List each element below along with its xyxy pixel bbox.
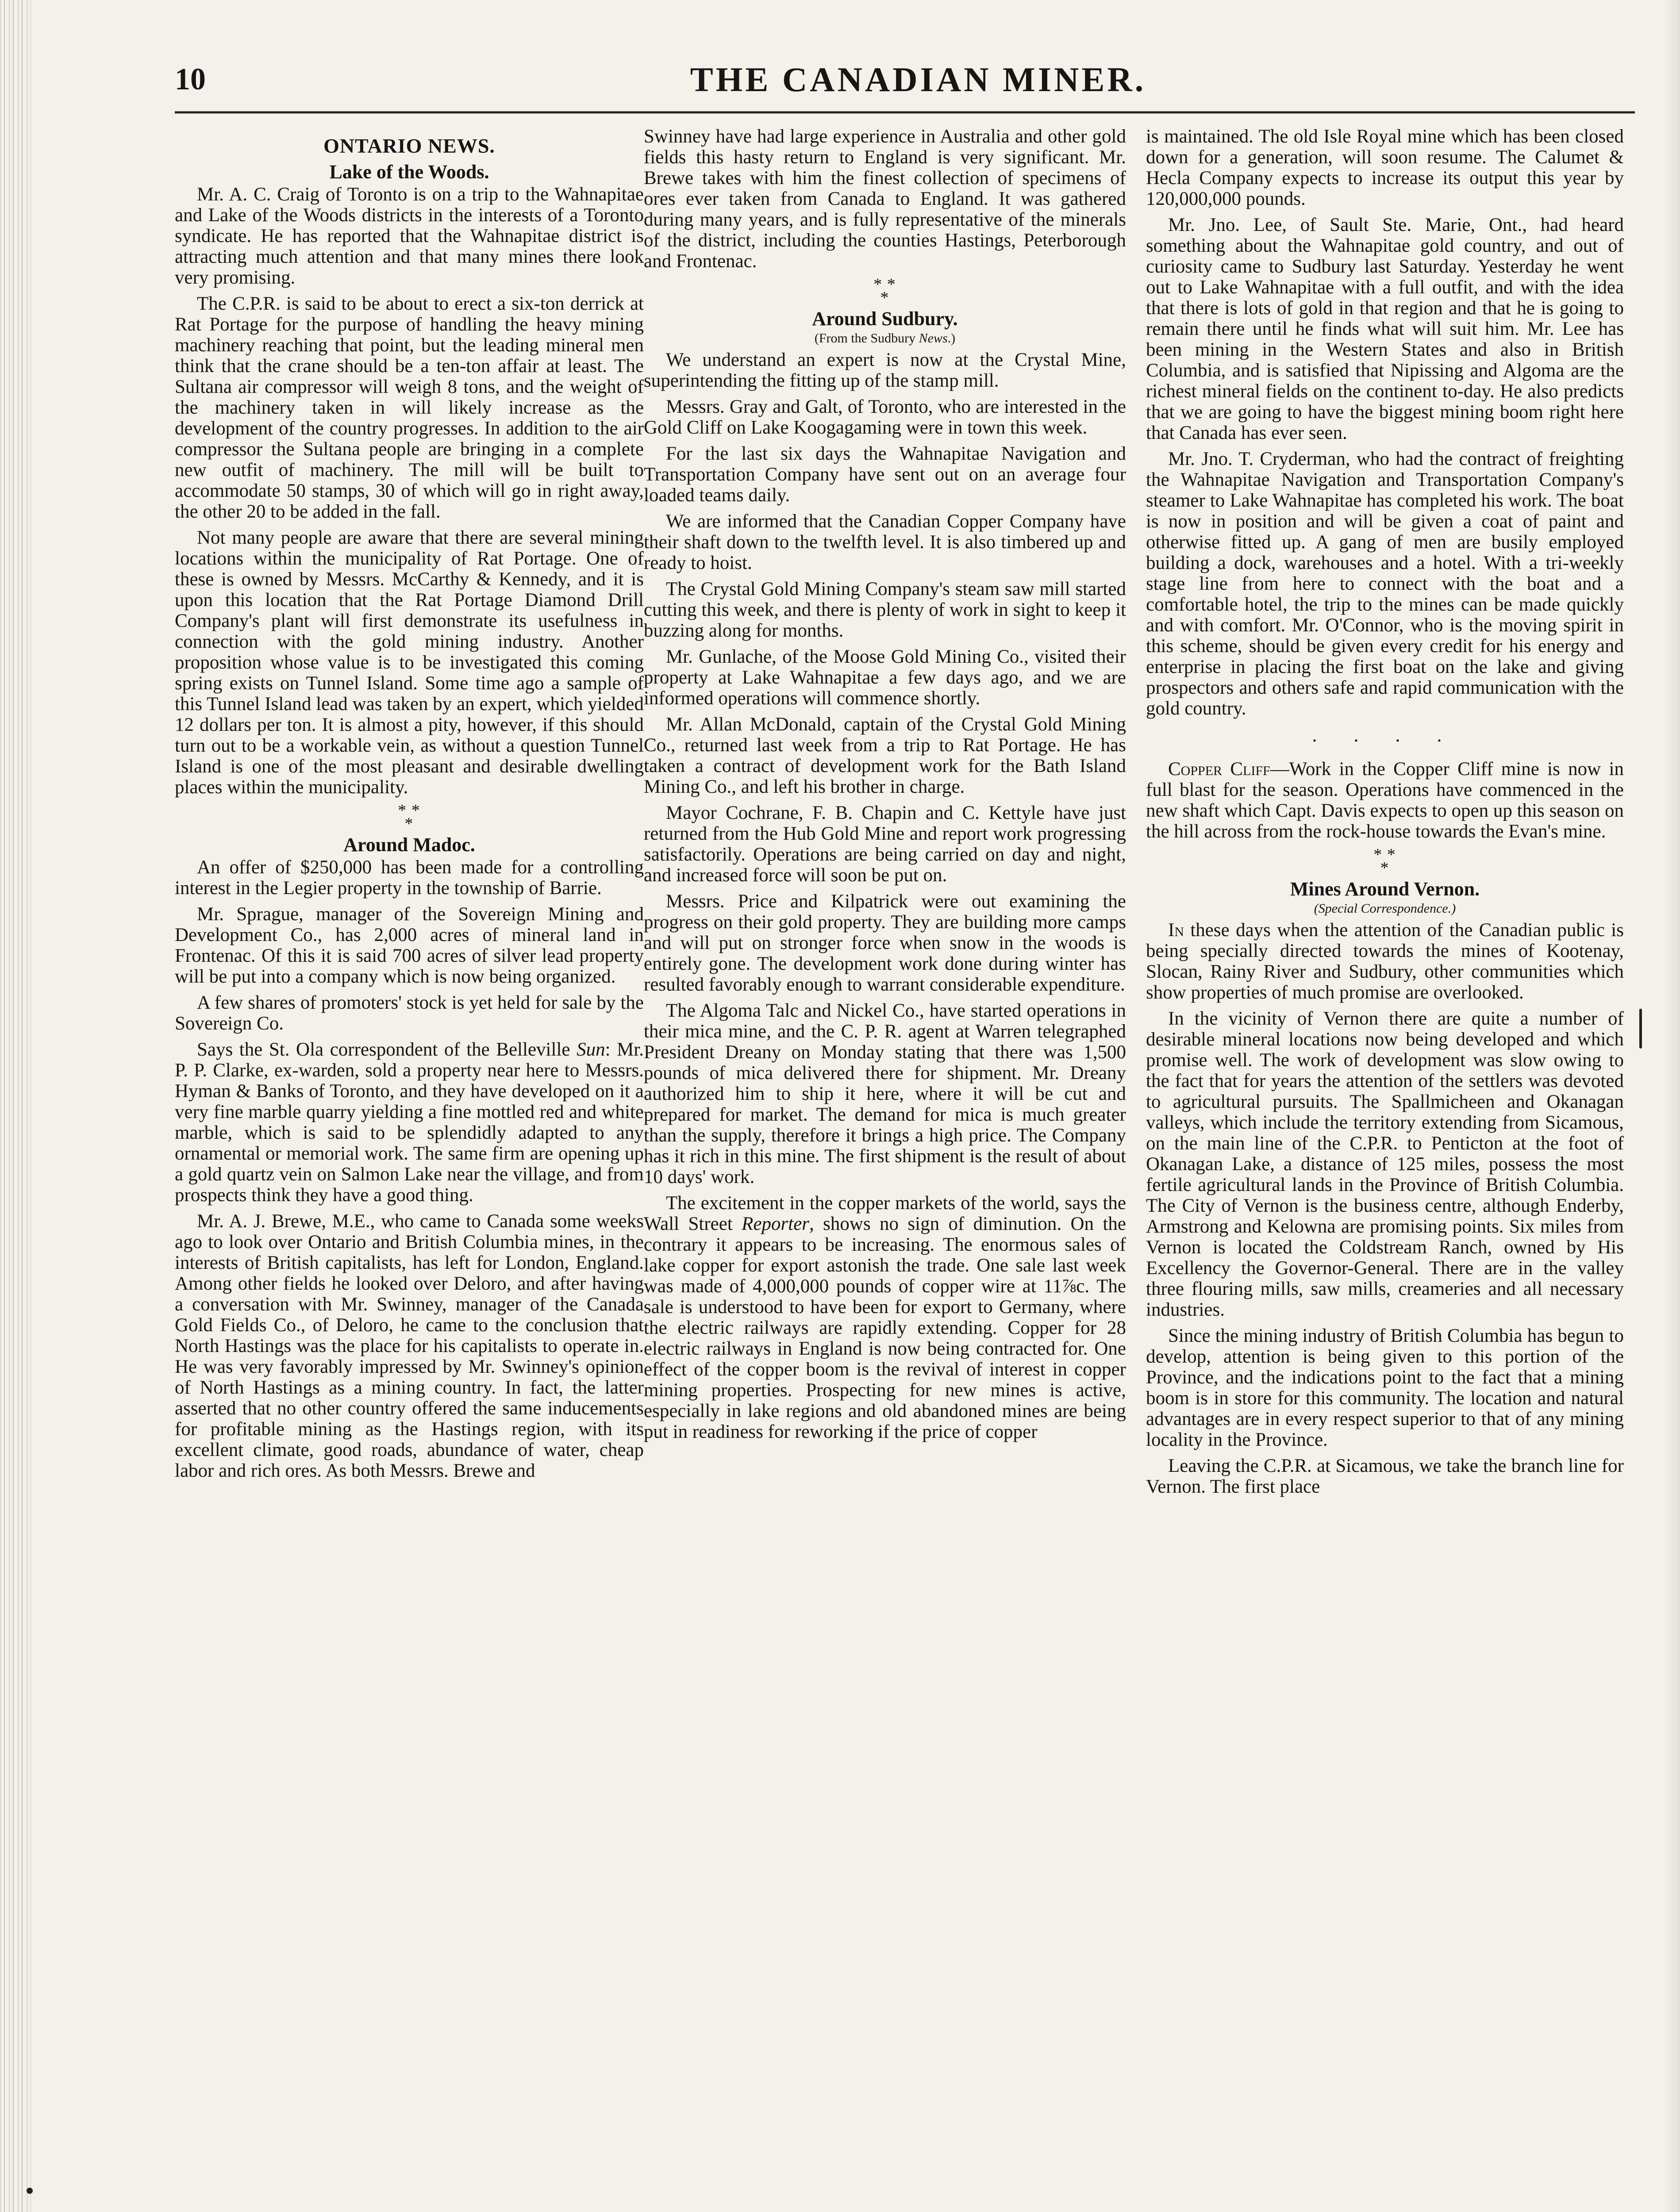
- text-run: these days when the attention of the Canadian public is being specially directed towards the mines of Kootenay, Slocan, Rainy River and Sudbury, other communities which show properties of much promise are overlooked.: [1146, 920, 1624, 1003]
- paragraph: Mayor Cochrane, F. B. Chapin and C. Kettyle have just returned from the Hub Gold Mine and report work progressing satisfactorily. Operations are being carried on day and night, and increased force will soon be put on.: [644, 803, 1126, 886]
- paragraph-continued: is maintained. The old Isle Royal mine which has been closed down for a generation, will soon resume. The Calumet & Hecla Company expects to increase its output this year by 120,000,000 pounds.: [1146, 126, 1624, 209]
- paragraph: Mr. Jno. Lee, of Sault Ste. Marie, Ont., had heard something about the Wahnapitae gold country, and out of curiosity came to Sudbury last Saturday. Yesterday he went out to Lake Wahnapitae with a full outfit, and with the idea that there is lots of gold in that region and that he is going to remain there until he finds what will suit him. Mr. Lee has been mining in the Western States and also in British Columbia, and is satisfied that Nipissing and Algoma are the richest mineral fields on the continent to-day. He also predicts that we are going to have the biggest mining boom right here that Canada has ever seen.: [1146, 215, 1624, 443]
- text-run: The excitement in the copper markets of the world, says the Wall Street: [644, 1193, 1126, 1234]
- asterism-divider: * * *: [398, 801, 421, 833]
- paragraph: Mr. Sprague, manager of the Sovereign Mining and Development Co., has 2,000 acres of mineral land in Frontenac. Of this it is said 700 acres of silver lead property will be put into a company which is now being organized.: [175, 904, 644, 987]
- paragraph: For the last six days the Wahnapitae Navigation and Transportation Company have sent out on an average four loaded teams daily.: [644, 443, 1126, 506]
- page-title: THE CANADIAN MINER.: [690, 60, 1146, 99]
- subheading-around-sudbury: Around Sudbury.: [812, 308, 958, 330]
- paragraph: Messrs. Gray and Galt, of Toronto, who are interested in the Gold Cliff on Lake Koogagaming were in town this week.: [644, 396, 1126, 438]
- newspaper-name: Reporter: [742, 1214, 810, 1234]
- ink-speck: [27, 2188, 33, 2194]
- paragraph: The Algoma Talc and Nickel Co., have started operations in their mica mine, and the C. P. R. agent at Warren telegraphed President Dreany on Monday stating that there was 1,500 pounds of mica delivered there for shipment. Mr. Dreany authorized him to ship it here, where it will be cut and prepared for market. The demand for mica is much greater than the supply, therefore it brings a high price. The Company has it rich in this mine. The first shipment is the result of about 10 days' work.: [644, 1000, 1126, 1187]
- paragraph: In the vicinity of Vernon there are quite a number of desirable mineral locations now being developed and which promise well. The work of development was slow owing to the fact that for years the attention of the settlers was devoted to agricultural pursuits. The Spallmicheen and Okanagan valleys, which include the territory extending from Sicamous, on the main line of the C.P.R. to Penticton at the foot of Okanagan Lake, a distance of 125 miles, possess the most fertile agricultural lands in the Province of British Columbia. The City of Vernon is the business centre, although Enderby, Armstrong and Kelowna are promising points. Six miles from Vernon is located the Coldstream Ranch, owned by His Excellency the Governor-General. There are in the valley three flouring mills, saw mills, creameries and all necessary industries.: [1146, 1008, 1624, 1320]
- dot-divider: . . . .: [1312, 724, 1458, 746]
- newspaper-name: News: [919, 331, 948, 346]
- paragraph: Mr. A. C. Craig of Toronto is on a trip to the Wahnapitae and Lake of the Woods districts in the interests of a Toronto syndicate. He has reported that the Wahnapitae district is attracting much attention and that many mines there look very promising.: [175, 184, 644, 288]
- column-1: [175, 133, 644, 2212]
- subheading-around-madoc: Around Madoc.: [343, 834, 475, 856]
- column-2: [644, 126, 1126, 2212]
- source-note: [644, 331, 1126, 346]
- asterism-divider: * * *: [873, 275, 896, 307]
- source-note: (Special Correspondence.): [1314, 901, 1456, 916]
- paragraph: [175, 1039, 644, 1206]
- text-run: —Work in the Copper Cliff mine is now in full blast for the season. Operations have commenced in the new shaft which Capt. Davis expects to open up this season on the hill across from the rock-house towards the Evan's mine.: [1146, 759, 1624, 842]
- text-run: Says the St. Ola correspondent of the Belleville: [197, 1039, 577, 1060]
- paragraph: The C.P.R. is said to be about to erect a six-ton derrick at Rat Portage for the purpose of handling the heavy mining machinery reaching that point, but the leading mineral men think that the crane should be a ten-ton affair at least. The Sultana air compressor will weigh 8 tons, and the weight of the machinery taken in will likely increase as the development of the country progresses. In addition to the air compressor the Sultana people are bringing in a complete new outfit of machinery. The mill will be built to accommodate 50 stamps, 30 of which will go in right away, the other 20 to be added in the fall.: [175, 293, 644, 522]
- scanned-page-left-edge: [0, 0, 31, 2212]
- paragraph: Mr. Allan McDonald, captain of the Crystal Gold Mining Co., returned last week from a trip to Rat Portage. He has taken a contract of development work for the Bath Island Mining Co., and left his brother in charge.: [644, 714, 1126, 797]
- paragraph: An offer of $250,000 has been made for a controlling interest in the Legier property in the township of Barrie.: [175, 857, 644, 899]
- section-heading-ontario-news: ONTARIO NEWS.: [323, 134, 495, 157]
- paragraph-continued: Swinney have had large experience in Australia and other gold fields this hasty return to England is very significant. Mr. Brewe takes with him the finest collection of specimens of ores ever taken from Canada to England. It was gathered during many years, and is fully representative of the minerals of the district, including the counties Hastings, Peterborough and Frontenac.: [644, 126, 1126, 272]
- paragraph: Leaving the C.P.R. at Sicamous, we take the branch line for Vernon. The first place: [1146, 1455, 1624, 1497]
- paragraph: Mr. Jno. T. Cryderman, who had the contract of freighting the Wahnapitae Navigation and Transportation Company's steamer to Lake Wahnapitae has completed his work. The boat is now in position and will be given a coat of paint and otherwise fitted up. A gang of men are busily employed building a dock, warehouses and a hotel. With a tri-weekly stage line from here to connect with the boat and a comfortable hotel, the trip to the mines can be made quickly and with comfort. Mr. O'Connor, who is the moving spirit in this scheme, should be given every credit for his energy and enterprise in placing the first boat on the lake and giving prospectors and others safe and rapid communication with the gold country.: [1146, 449, 1624, 719]
- ink-speck: [1639, 1009, 1642, 1048]
- paragraph: [1146, 759, 1624, 842]
- text-run: , shows no sign of diminution. On the contrary it appears to be increasing. The enormous sales of lake copper for export astonish the trade. One sale last week was made of 4,000,000 pounds of copper wire at 11⅞c. The sale is understood to have been for export to Germany, where the electric railways are rapidly extending. Copper for 28 electric railways in England is now being contracted for. One effect of the copper boom is the revival of interest in copper mining properties. Prospecting for new mines is active, especially in lake regions and old abandoned mines are being put in readiness for reworking if the price of copper: [644, 1214, 1126, 1442]
- text-run: (From the Sudbury: [814, 331, 919, 346]
- text-run: : Mr. P. P. Clarke, ex-warden, sold a property near here to Messrs. Hyman & Banks of Toronto, and they have developed on it a very fine marble quarry yielding a fine mottled red and white marble, which is said to be splendidly adapted to any ornamental or memorial work. The same firm are opening up a gold quartz vein on Salmon Lake near the village, and from prospects think they have a good thing.: [175, 1039, 644, 1206]
- lead-word: In: [1168, 920, 1184, 941]
- paragraph: We are informed that the Canadian Copper Company have their shaft down to the twelfth level. It is also timbered up and ready to hoist.: [644, 511, 1126, 573]
- dateline: Copper Cliff: [1168, 759, 1270, 780]
- paragraph: A few shares of promoters' stock is yet held for sale by the Sovereign Co.: [175, 992, 644, 1034]
- paragraph: Not many people are aware that there are several mining locations within the municipality of Rat Portage. One of these is owned by Messrs. McCarthy & Kennedy, and it is upon this location that the Rat Portage Diamond Drill Company's plant will first demonstrate its usefulness in connection with the gold mining industry. Another proposition whose value is to be investigated this coming spring exists on Tunnel Island. Some time ago a sample of this Tunnel Island lead was taken by an expert, which yielded 12 dollars per ton. It is almost a pity, however, if this should turn out to be a workable vein, as without a question Tunnel Island is one of the most pleasant and desirable dwelling places within the municipality.: [175, 527, 644, 798]
- paragraph: Since the mining industry of British Columbia has begun to develop, attention is being given to this portion of the Province, and the indications point to the fact that a mining boom is in store for this community. The location and natural advantages are in every respect superior to that of any mining locality in the Province.: [1146, 1325, 1624, 1450]
- newspaper-name: Sun: [577, 1039, 605, 1060]
- paragraph: [1146, 920, 1624, 1003]
- paragraph: We understand an expert is now at the Crystal Mine, superintending the fitting up of the stamp mill.: [644, 349, 1126, 391]
- text-run: .): [947, 331, 956, 346]
- scanned-page-right-edge: [1662, 0, 1680, 2212]
- page-number: 10: [175, 62, 206, 96]
- column-3: [1146, 126, 1624, 2212]
- subheading-lake-of-the-woods: Lake of the Woods.: [329, 161, 489, 183]
- header-rule: [175, 110, 1635, 115]
- paragraph: Mr. A. J. Brewe, M.E., who came to Canada some weeks ago to look over Ontario and British Columbia mines, in the interests of British capitalists, has left for London, England. Among other fields he looked over Deloro, and after having a conversation with Mr. Swinney, manager of the Canada Gold Fields Co., of Deloro, he came to the conclusion that North Hastings was the place for his capitalists to operate in. He was very favorably impressed by Mr. Swinney's opinion of North Hastings as a mining country. In fact, the latter asserted that no other country offered the same inducements for profitable mining as the Hastings region, with its excellent climate, good roads, abundance of water, cheap labor and rich ores. As both Messrs. Brewe and: [175, 1211, 644, 1481]
- paragraph: Mr. Gunlache, of the Moose Gold Mining Co., visited their property at Lake Wahnapitae a few days ago, and we are informed operations will commence shortly.: [644, 646, 1126, 709]
- asterism-divider: * * *: [1373, 845, 1396, 877]
- paragraph: [644, 1193, 1126, 1442]
- paragraph: The Crystal Gold Mining Company's steam saw mill started cutting this week, and there is plenty of work in sight to keep it buzzing along for months.: [644, 579, 1126, 641]
- paragraph: Messrs. Price and Kilpatrick were out examining the progress on their gold property. They are building more camps and will put on stronger force when snow in the woods is entirely gone. The development work done during winter has resulted favorably enough to warrant considerable expenditure.: [644, 891, 1126, 995]
- subheading-mines-around-vernon: Mines Around Vernon.: [1290, 878, 1480, 900]
